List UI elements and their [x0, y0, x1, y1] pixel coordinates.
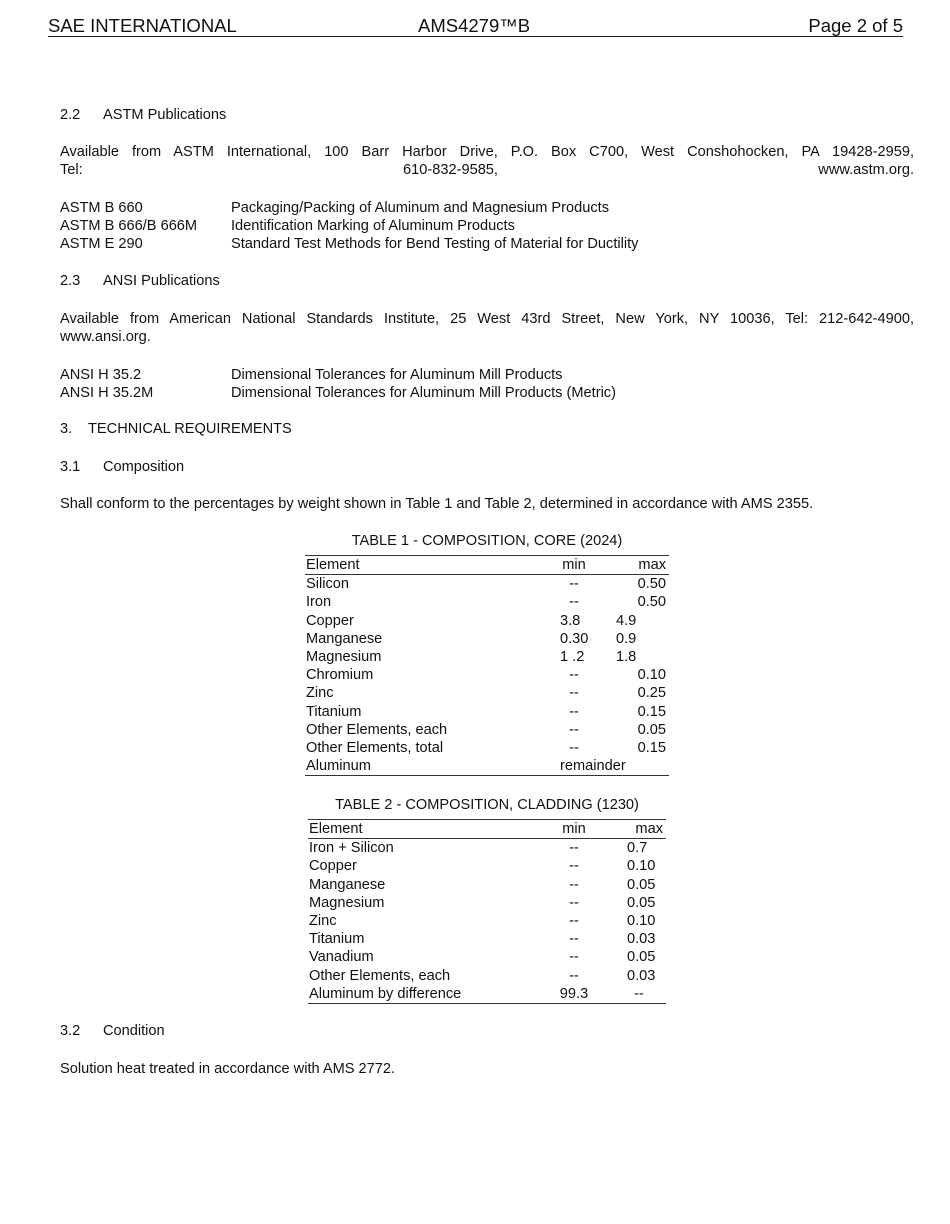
reference-row	[60, 384, 616, 402]
reference-row	[60, 235, 638, 253]
ansi-availability-paragraph	[60, 310, 914, 346]
max-cell: 4.9	[616, 612, 637, 629]
min-cell: --	[569, 931, 579, 948]
table-row	[305, 575, 669, 594]
reference-row	[60, 199, 638, 217]
table-row	[308, 985, 666, 1004]
element-cell: Iron + Silicon	[309, 840, 394, 857]
max-cell: 0.7	[627, 840, 648, 857]
column-header-min: min	[541, 820, 606, 839]
min-cell: --	[569, 667, 579, 684]
ansi-reference-list	[60, 366, 616, 402]
paragraph-line: Available from ASTM International, 100 Barr Harbor Drive, P.O. Box C700, West Conshohocken, PA 19428-2959,	[60, 144, 914, 160]
element-cell: Copper	[306, 612, 354, 629]
reference-title: Identification Marking of Aluminum Products	[231, 218, 515, 235]
table-row	[305, 648, 669, 666]
remainder-cell: remainder	[537, 757, 669, 776]
reference-title: Packaging/Packing of Aluminum and Magnesium Products	[231, 200, 610, 216]
max-cell: 1.8	[616, 649, 637, 666]
table-row	[305, 757, 669, 776]
section-title: Composition	[103, 459, 185, 475]
min-cell: --	[569, 949, 579, 966]
min-cell: --	[569, 967, 579, 984]
column-header-max: max	[610, 556, 669, 575]
max-cell: 0.15	[637, 703, 666, 720]
paragraph-line: www.ansi.org.	[60, 329, 151, 345]
astm-availability-paragraph	[60, 143, 914, 179]
section-heading-3-2	[60, 1022, 165, 1040]
min-cell: --	[569, 685, 579, 702]
column-header-element: Element	[308, 820, 541, 839]
table-row	[308, 912, 666, 930]
table-1-title: TABLE 1 - COMPOSITION, CORE (2024)	[351, 533, 623, 549]
table-2-cladding-composition	[308, 819, 666, 1004]
min-cell: --	[569, 840, 579, 857]
element-cell: Zinc	[306, 685, 334, 702]
table-row	[308, 857, 666, 875]
paragraph-line: Available from American National Standards Institute, 25 West 43rd Street, New York, NY 10036, Tel: 212-642-4900,	[60, 311, 914, 327]
section-number: 2.3	[60, 273, 81, 289]
element-cell: Aluminum by difference	[308, 985, 541, 1004]
element-cell: Vanadium	[309, 949, 374, 966]
section-title: Condition	[103, 1023, 165, 1039]
section-number: 2.2	[60, 107, 81, 123]
page-header	[48, 14, 903, 37]
element-cell: Silicon	[306, 576, 349, 593]
table-row	[305, 630, 669, 648]
element-cell: Manganese	[306, 630, 383, 647]
min-cell: --	[569, 740, 579, 757]
reference-row	[60, 366, 616, 384]
table-row	[308, 930, 666, 948]
max-cell: 0.05	[627, 876, 656, 893]
reference-title: Dimensional Tolerances for Aluminum Mill Products (Metric)	[231, 385, 616, 402]
max-cell: 0.03	[627, 967, 656, 984]
table-row	[308, 839, 666, 858]
table-row	[305, 593, 669, 611]
element-cell: Magnesium	[309, 894, 385, 911]
table-1-core-composition	[305, 555, 669, 776]
max-cell: 0.05	[627, 894, 656, 911]
column-header-max: max	[606, 820, 666, 839]
publisher-name: SAE INTERNATIONAL	[48, 15, 237, 36]
min-cell: 1 .2	[560, 649, 585, 666]
section-number: 3.	[60, 421, 73, 437]
max-cell: 0.05	[627, 949, 656, 966]
column-header-element: Element	[305, 556, 537, 575]
composition-paragraph: Shall conform to the percentages by weight shown in Table 1 and Table 2, determined in accordance with AMS 2355.	[60, 496, 814, 512]
min-cell: 3.8	[560, 612, 581, 629]
max-cell: 0.05	[637, 721, 666, 738]
max-cell: 0.10	[627, 858, 656, 875]
max-cell: 0.25	[637, 685, 666, 702]
max-cell: 0.9	[616, 630, 637, 647]
section-title: ASTM Publications	[103, 107, 227, 123]
reference-code: ANSI H 35.2M	[60, 385, 154, 402]
min-cell: --	[569, 703, 579, 720]
element-cell: Manganese	[309, 876, 386, 893]
max-cell: 0.15	[637, 740, 666, 757]
table-header-row	[308, 820, 666, 839]
table-row	[305, 721, 669, 739]
min-cell: --	[569, 576, 579, 593]
min-cell: 99.3	[541, 985, 606, 1004]
section-number: 3.2	[60, 1023, 81, 1039]
min-cell: 0.30	[560, 630, 589, 647]
reference-title: Standard Test Methods for Bend Testing of Material for Ductility	[231, 236, 639, 253]
max-cell: 0.50	[637, 576, 666, 593]
table-row	[305, 684, 669, 702]
reference-code: ASTM B 660	[60, 200, 143, 216]
section-title: ANSI Publications	[103, 273, 220, 289]
max-cell: --	[606, 985, 666, 1004]
reference-title: Dimensional Tolerances for Aluminum Mill Products	[231, 367, 563, 383]
table-header-row	[305, 556, 669, 575]
section-title: TECHNICAL REQUIREMENTS	[88, 421, 292, 437]
table-row	[308, 967, 666, 985]
table-row	[308, 876, 666, 894]
table-row	[308, 894, 666, 912]
element-cell: Chromium	[306, 667, 374, 684]
min-cell: --	[569, 876, 579, 893]
document-number: AMS4279™B	[418, 15, 531, 36]
table-row	[305, 612, 669, 630]
reference-code: ANSI H 35.2	[60, 367, 142, 383]
paragraph-line: Tel: 610-832-9585, www.astm.org.	[60, 162, 914, 178]
section-heading-3	[60, 420, 292, 438]
table-row	[305, 739, 669, 757]
column-header-min: min	[537, 556, 610, 575]
table-row	[305, 666, 669, 684]
section-heading-3-1	[60, 458, 184, 476]
element-cell: Magnesium	[306, 649, 382, 666]
min-cell: --	[569, 913, 579, 930]
element-cell: Titanium	[309, 931, 365, 948]
element-cell: Zinc	[309, 913, 337, 930]
astm-reference-list	[60, 199, 638, 254]
max-cell: 0.50	[637, 594, 666, 611]
min-cell: --	[569, 594, 579, 611]
table-2-title: TABLE 2 - COMPOSITION, CLADDING (1230)	[335, 797, 639, 813]
element-cell: Copper	[309, 858, 357, 875]
section-heading-2-2	[60, 106, 226, 124]
page-number: Page 2 of 5	[808, 15, 903, 36]
condition-paragraph: Solution heat treated in accordance with AMS 2772.	[60, 1061, 396, 1077]
min-cell: --	[569, 858, 579, 875]
table-row	[305, 703, 669, 721]
section-number: 3.1	[60, 459, 81, 475]
reference-code: ASTM B 666/B 666M	[60, 218, 198, 235]
reference-row	[60, 217, 638, 235]
element-cell: Iron	[306, 594, 332, 611]
section-heading-2-3	[60, 272, 220, 290]
element-cell: Other Elements, each	[306, 721, 448, 738]
element-cell: Aluminum	[305, 757, 537, 776]
element-cell: Other Elements, total	[306, 740, 444, 757]
min-cell: --	[569, 721, 579, 738]
element-cell: Other Elements, each	[309, 967, 451, 984]
max-cell: 0.03	[627, 931, 656, 948]
min-cell: --	[569, 894, 579, 911]
element-cell: Titanium	[306, 703, 362, 720]
max-cell: 0.10	[627, 913, 656, 930]
table-row	[308, 948, 666, 966]
max-cell: 0.10	[637, 667, 666, 684]
reference-code: ASTM E 290	[60, 236, 143, 253]
